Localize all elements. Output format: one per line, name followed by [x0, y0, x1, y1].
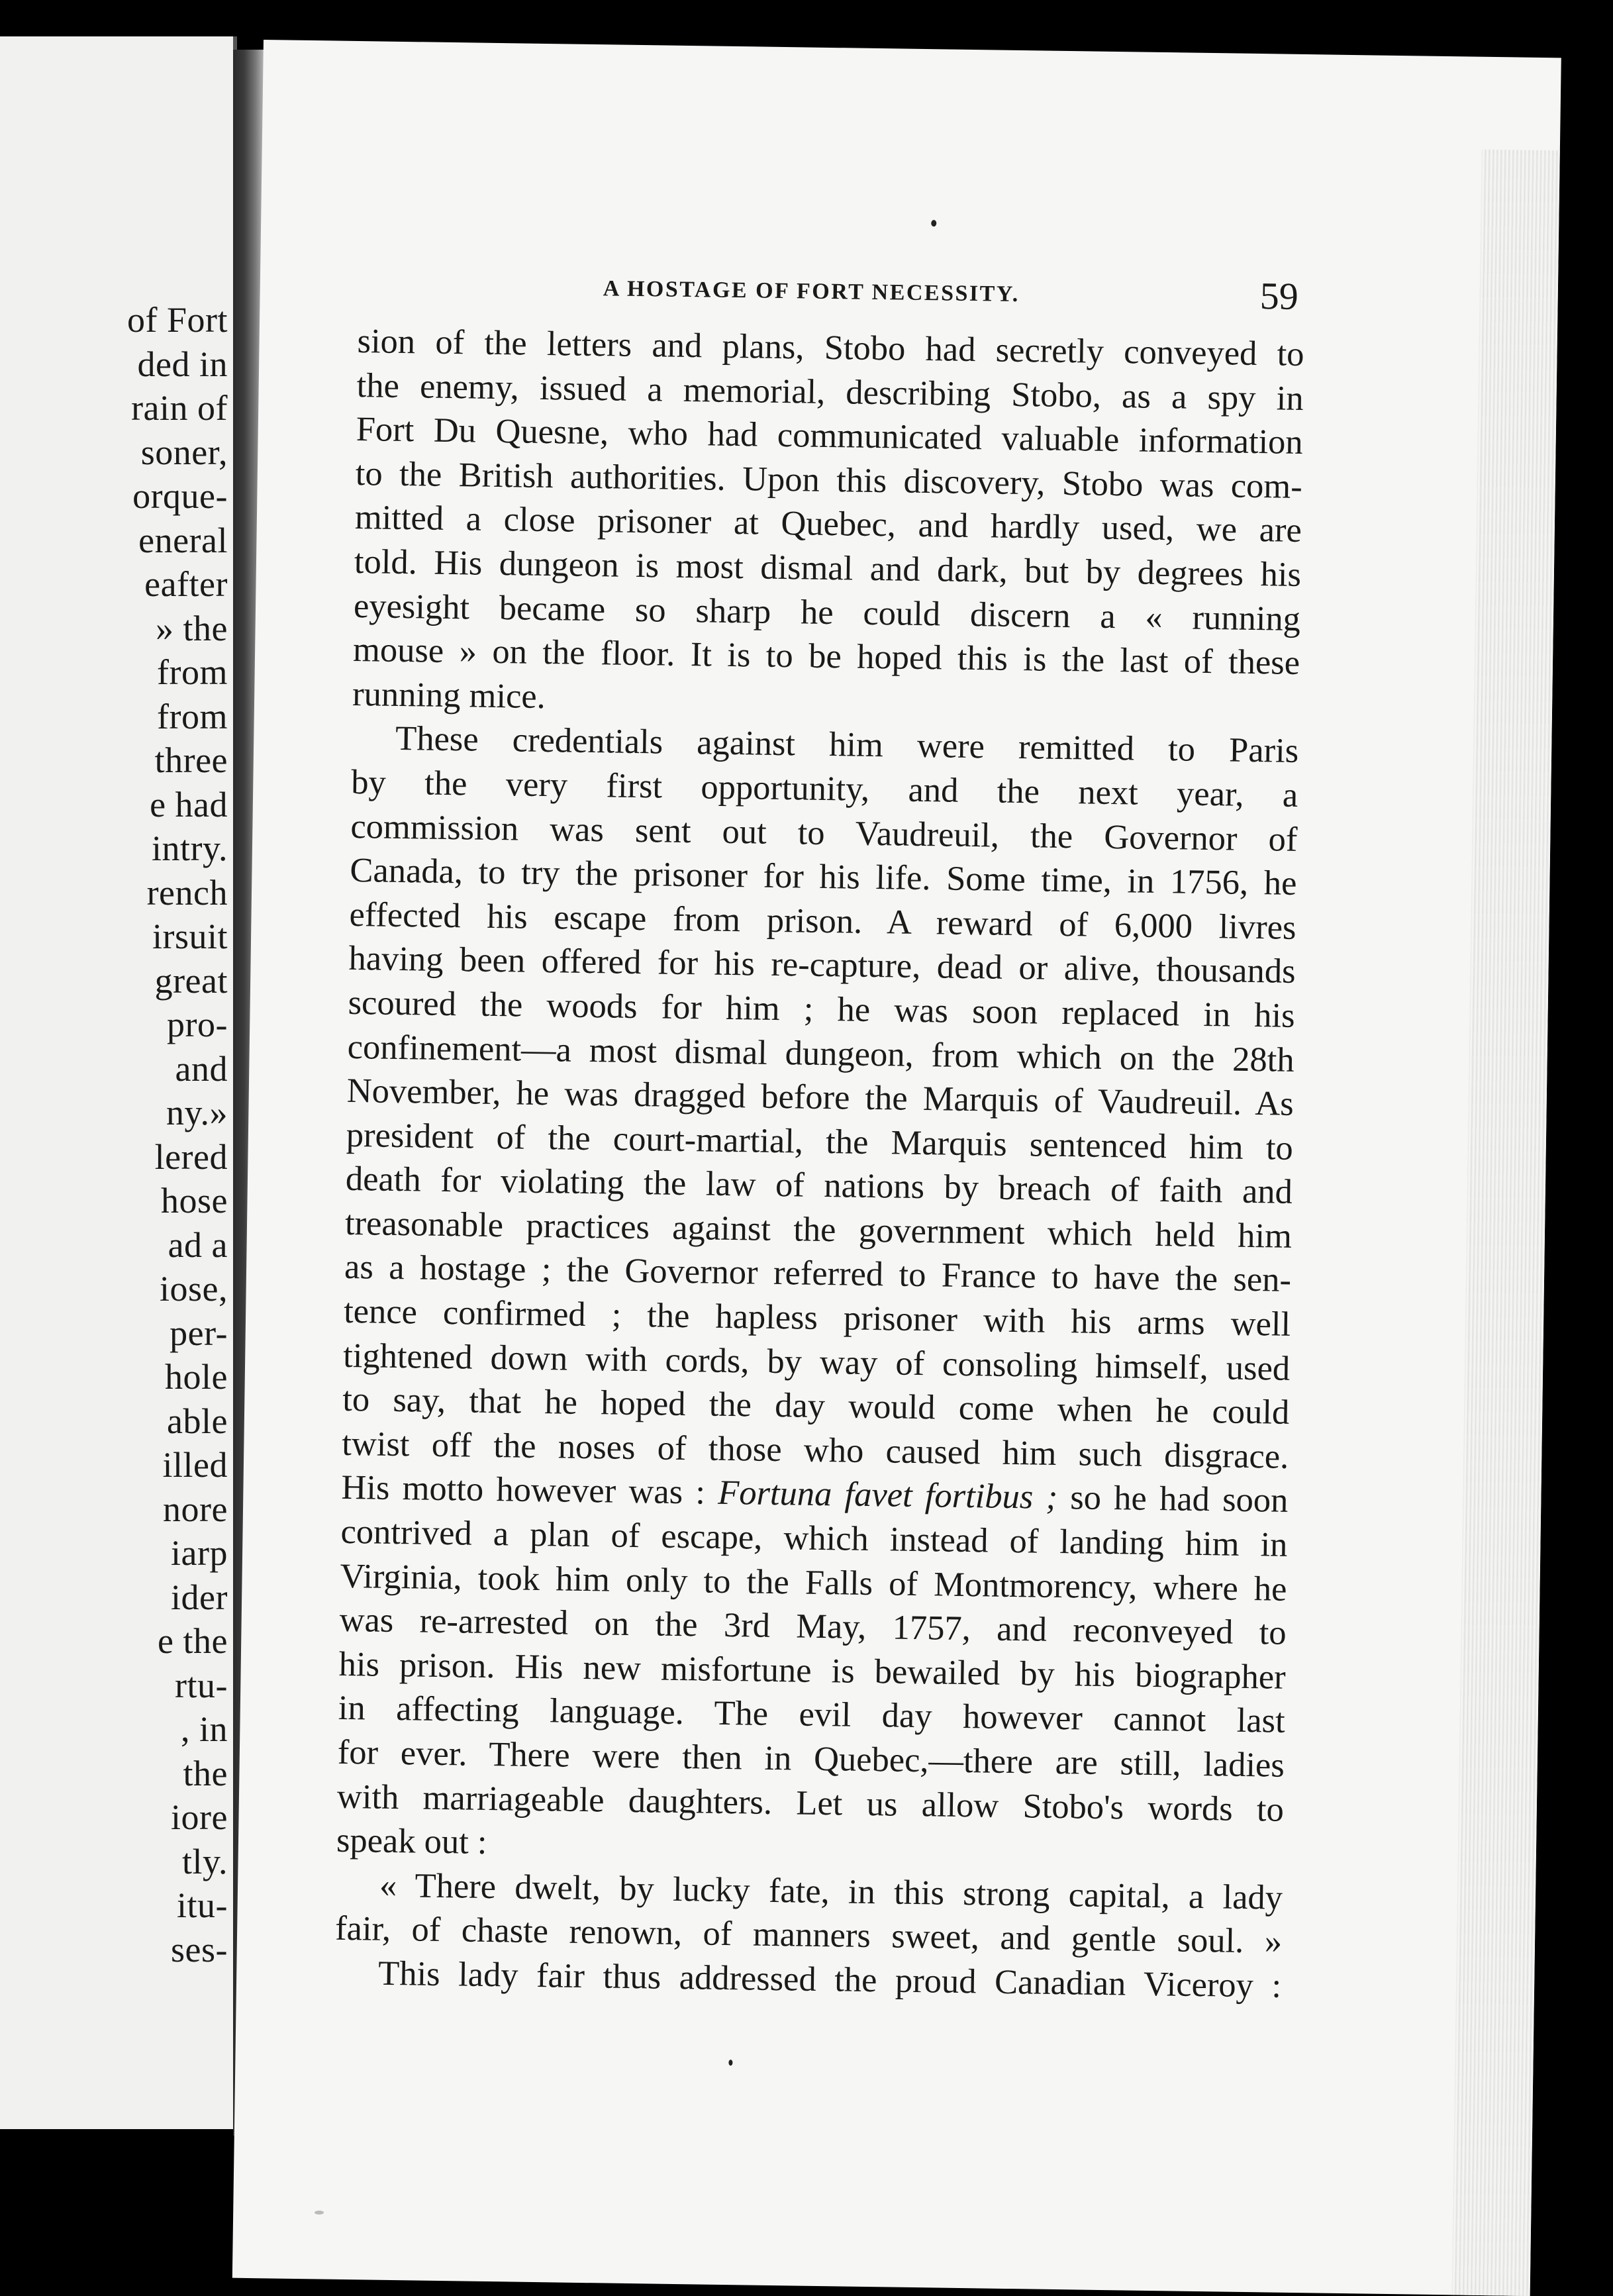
scan-artifact: [315, 2211, 324, 2215]
text-line: fair, of chaste renown, of manners sweet, and gentle soul. »: [334, 1909, 1283, 1962]
text-line: having been offered for his re-capture, dead or alive, thousands: [348, 939, 1296, 991]
motto-follow-on: so he had soon: [1057, 1478, 1289, 1521]
motto-lead-in: His motto however was :: [341, 1468, 718, 1513]
fragment-line: e the: [158, 1621, 228, 1661]
fragment-line: eafter: [144, 564, 228, 604]
fragment-line: » the: [156, 608, 228, 648]
text-line: was re-arrested on the 3rd May, 1757, and reconveyed to: [339, 1601, 1287, 1653]
fragment-line: three: [154, 740, 228, 780]
fragment-line: nore: [163, 1489, 228, 1529]
text-line: by the very first opportunity, and the next year, a: [350, 762, 1298, 815]
fragment-line: illed: [162, 1445, 228, 1485]
fragment-line: from: [157, 652, 228, 692]
fragment-line: soner,: [140, 432, 228, 472]
fragment-line: iose,: [160, 1269, 228, 1309]
text-line: commission was sent out to Vaudreuil, the Governor of: [350, 807, 1298, 859]
text-line: scoured the woods for him ; he was soon replaced in his: [348, 983, 1295, 1035]
fragment-line: orque-: [132, 476, 228, 516]
text-line: his prison. His new misfortune is bewailed by his biographer: [338, 1644, 1287, 1697]
fragment-line: tly.: [182, 1841, 228, 1881]
text-line: with marriageable daughters. Let us allow Stobo's words to: [336, 1777, 1285, 1829]
fragment-line: ded in: [137, 344, 228, 384]
ink-speck: [931, 220, 936, 226]
text-line: the enemy, issued a memorial, describing Stobo, as a spy in: [356, 366, 1304, 418]
text-line: Virginia, took him only to the Falls of Montmorency, where he: [340, 1556, 1287, 1609]
text-line: tence confirmed ; the hapless prisoner with his arms well: [343, 1291, 1291, 1344]
current-page: [232, 40, 1561, 2296]
fragment-line: from: [157, 696, 228, 736]
fragment-line: lered: [154, 1136, 228, 1177]
page-number: 59: [1259, 274, 1299, 318]
previous-page: [0, 36, 237, 2129]
text-line: speak out :: [336, 1821, 487, 1862]
fragment-line: rtu-: [175, 1665, 228, 1705]
fragment-line: per-: [170, 1313, 228, 1353]
text-line: eyesight became so sharp he could discern a « running: [353, 586, 1301, 638]
text-line: Canada, to try the prisoner for his life. Some time, in 1756, he: [350, 851, 1297, 903]
fragment-line: ny.»: [166, 1093, 228, 1132]
fragment-line: ses-: [171, 1929, 228, 1970]
text-line: sion of the letters and plans, Stobo had secretly conveyed to: [357, 322, 1304, 374]
fragment-line: rain of: [131, 388, 228, 428]
text-line: twist off the noses of those who caused him such disgrace.: [342, 1424, 1289, 1476]
fragment-line: hole: [165, 1357, 228, 1397]
fragment-line: the: [183, 1753, 228, 1793]
text-line: contrived a plan of escape, which instead of landing him in: [340, 1512, 1288, 1564]
text-line: mitted a close prisoner at Quebec, and hardly used, we are: [354, 498, 1302, 550]
text-line: death for violating the law of nations by breach of faith and: [345, 1160, 1293, 1212]
text-line: tightened down with cords, by way of consoling himself, used: [342, 1336, 1291, 1388]
fragment-line: and: [175, 1048, 228, 1089]
text-line: November, he was dragged before the Marquis of Vaudreuil. As: [346, 1072, 1295, 1123]
latin-motto: Fortuna favet fortibus ;: [717, 1473, 1058, 1517]
fragment-line: irsuit: [152, 917, 228, 956]
text-line: president of the court-martial, the Marquis sentenced him to: [346, 1115, 1294, 1168]
fragment-line: rench: [146, 872, 228, 913]
fragment-line: great: [154, 960, 228, 1001]
fragment-line: hose: [161, 1181, 228, 1221]
body-text: [334, 319, 1304, 2008]
fragment-line: iarp: [171, 1533, 228, 1573]
text-line: told. His dungeon is most dismal and dark, but by degrees his: [354, 542, 1302, 594]
fragment-line: , in: [180, 1709, 228, 1749]
text-line: running mice.: [352, 674, 546, 716]
paragraph-start-line: This lady fair thus addressed the proud Canadian Viceroy :: [377, 1954, 1282, 2005]
ink-speck: [728, 2060, 732, 2066]
fragment-line: eneral: [138, 520, 228, 560]
fragment-line: e had: [150, 784, 228, 824]
text-line: confinement—a most dismal dungeon, from which on the 28th: [347, 1027, 1295, 1079]
text-line: for ever. There were then in Quebec,—there are still, ladies: [337, 1732, 1285, 1785]
page-stack-edge: [1451, 150, 1560, 2296]
text-line: effected his escape from prison. A reward of 6,000 livres: [349, 895, 1296, 947]
fragment-line: itu-: [177, 1885, 228, 1925]
fragment-line: iore: [171, 1797, 228, 1837]
text-line: as a hostage ; the Governor referred to France to have the sen-: [344, 1248, 1292, 1300]
text-line: to the British authorities. Upon this discovery, Stobo was com-: [355, 454, 1303, 506]
text-line: in affecting language. The evil day however cannot last: [338, 1689, 1286, 1741]
fragment-line: able: [167, 1401, 228, 1441]
text-line: treasonable practices against the government which held him: [344, 1203, 1293, 1256]
text-line: to say, that he hoped the day would come when he could: [342, 1380, 1290, 1432]
quotation-start-line: « There dwelt, by lucky fate, in this strong capital, a lady: [379, 1866, 1283, 1917]
running-head: A HOSTAGE OF FORT NECESSITY.: [603, 276, 1020, 307]
fragment-line: pro-: [167, 1005, 228, 1044]
fragment-line: ider: [171, 1577, 228, 1617]
fragment-line: intry.: [152, 828, 228, 868]
fragment-line: ad a: [168, 1224, 228, 1265]
fragment-line: of Fort: [127, 300, 228, 340]
text-line: mouse » on the floor. It is to be hoped this is the last of these: [352, 630, 1300, 683]
paragraph-start-line: These credentials against him were remitted to Paris: [395, 719, 1299, 771]
previous-page-text-fragments: [127, 298, 228, 1972]
text-line: Fort Du Quesne, who had communicated valuable information: [356, 410, 1304, 462]
